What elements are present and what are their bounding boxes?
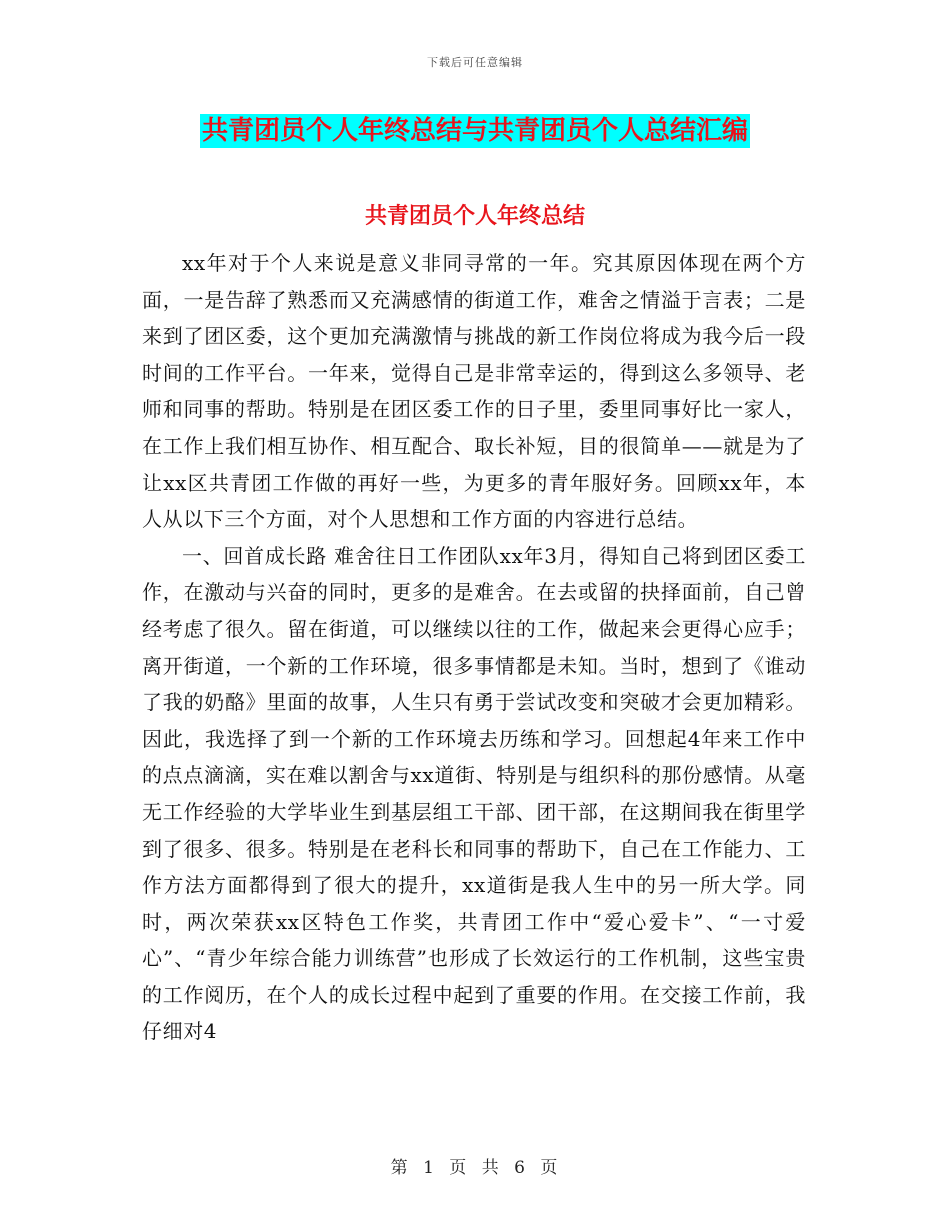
page-footer: 第 1 页 共 6 页 <box>390 1158 560 1178</box>
document-body <box>142 245 806 1050</box>
header-note: 下载后可任意编辑 <box>427 56 523 69</box>
document-title-wrap <box>0 114 950 148</box>
paragraph: xx年对于个人来说是意义非同寻常的一年。究其原因体现在两个方面，一是告辞了熟悉而又充满感情的街道工作，难舍之情溢于言表；二是来到了团区委，这个更加充满激情与挑战的新工作岗位将成为我今后一段时间的工作平台。一年来，觉得自己是非常幸运的，得到这么多领导、老师和同事的帮助。特别是在团区委工作的日子里，委里同事好比一家人，在工作上我们相互协作、相互配合、取长补短，目的很简单——就是为了让xx区共青团工作做的再好一些，为更多的青年服好务。回顾xx年，本人从以下三个方面，对个人思想和工作方面的内容进行总结。 <box>142 251 806 532</box>
paragraph: 一、回首成长路 难舍往日工作团队xx年3月，得知自己将到团区委工作，在激动与兴奋的同时，更多的是难舍。在去或留的抉择面前，自己曾经考虑了很久。留在街道，可以继续以往的工作，做起来会更得心应手；离开街道，一个新的工作环境，很多事情都是未知。当时，想到了《谁动了我的奶酪》里面的故事，人生只有勇于尝试改变和突破才会更加精彩。因此，我选择了到一个新的工作环境去历练和学习。回想起4年来工作中的点点滴滴，实在难以割舍与xx道街、特别是与组织科的那份感情。从毫无工作经验的大学毕业生到基层组工干部、团干部，在这期间我在街里学到了很多、很多。特别是在老科长和同事的帮助下，自己在工作能力、工作方法方面都得到了很大的提升，xx道街是我人生中的另一所大学。同时，两次荣获xx区特色工作奖，共青团工作中“爱心爱卡”、“一寸爱心”、“青少年综合能力训练营”也形成了长效运行的工作机制，这些宝贵的工作阅历，在个人的成长过程中起到了重要的作用。在交接工作前，我仔细对4 <box>142 543 806 1044</box>
section-title: 共青团员个人年终总结 <box>364 204 585 229</box>
document-title: 共青团员个人年终总结与共青团员个人总结汇编 <box>201 116 748 146</box>
